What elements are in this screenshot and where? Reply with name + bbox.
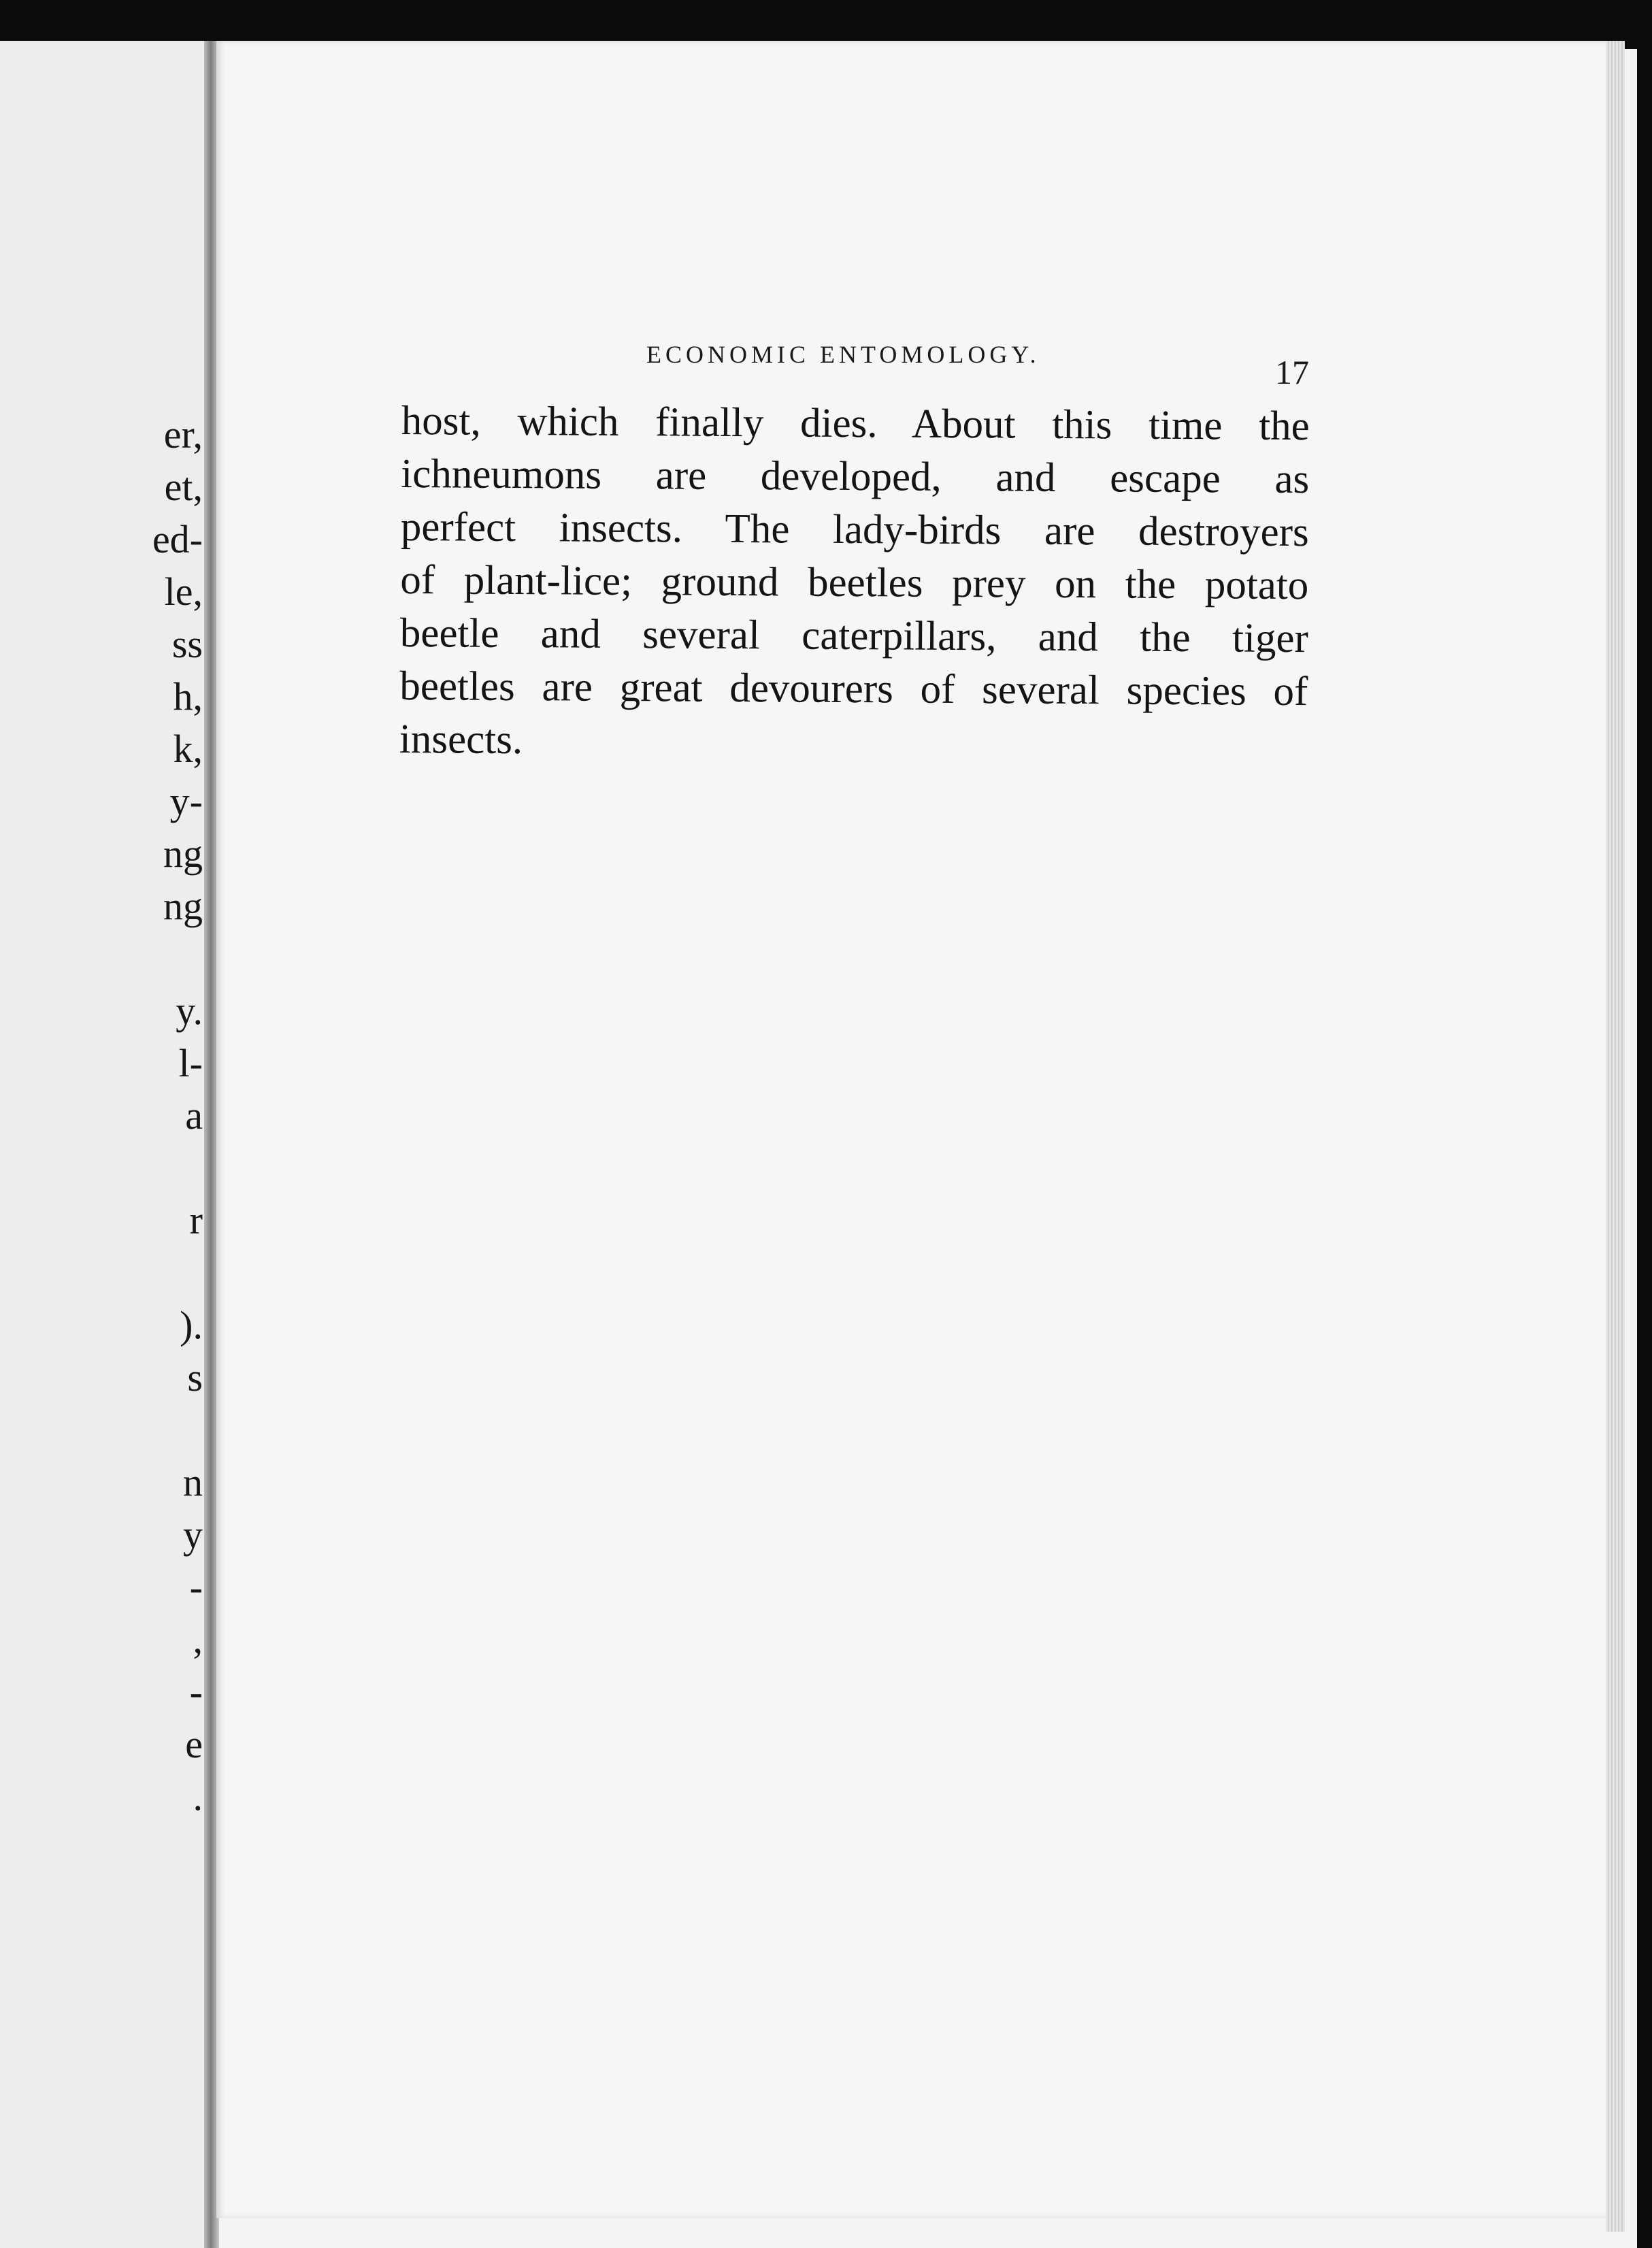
scan-border-right [1637, 0, 1652, 2248]
facing-page [0, 41, 212, 2248]
running-head: ECONOMIC ENTOMOLOGY. [646, 341, 1040, 368]
text-line: ichneumons are developed, and escape as [401, 450, 1310, 503]
text-line: beetle and several caterpillars, and the tiger [399, 610, 1309, 662]
page-edge [1606, 41, 1625, 2232]
page-number: 17 [1275, 353, 1309, 391]
text-line: of plant-lice; ground beetles prey on the potato [400, 557, 1309, 609]
text-line: perfect insects. The lady-birds are destroyers [400, 503, 1309, 556]
text-line: beetles are great devourers of several species of [399, 663, 1308, 715]
body-paragraph [399, 395, 1310, 772]
text-line: host, which finally dies. About this time the [401, 397, 1310, 450]
text-line: insects. [399, 716, 523, 763]
facing-page-text-fragments: er, et, ed- le, ss h, k, y- ng ng y. l- a r ). s n y - , - e . [152, 412, 203, 1819]
